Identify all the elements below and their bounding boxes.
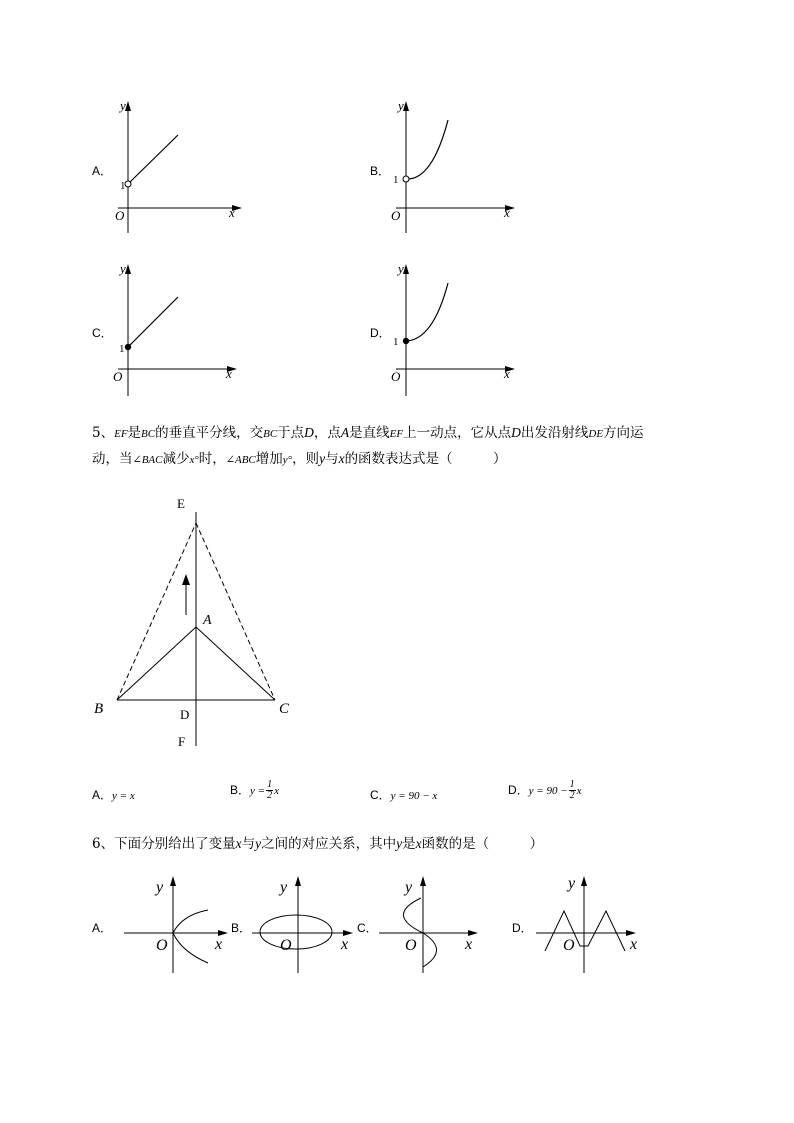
- origin-label: O: [391, 208, 401, 223]
- q5-option-a[interactable]: A．y = x: [92, 788, 135, 802]
- point-f-label: F: [178, 734, 186, 749]
- intercept-label: 1: [120, 180, 126, 192]
- q6-text: 6、下面分别给出了变量x与y之间的对应关系，其中y是x函数的是（ ）: [92, 836, 544, 852]
- point-b-label: B: [94, 701, 104, 717]
- x-axis-label: x: [504, 366, 510, 381]
- svg-text:x: x: [215, 936, 223, 953]
- option-d-label: D．: [370, 326, 391, 340]
- svg-text:y: y: [156, 879, 164, 896]
- point-c-label: C: [279, 701, 290, 717]
- q4-graph-c: [110, 258, 250, 400]
- point-e-label: E: [177, 496, 185, 511]
- origin-label: O: [113, 369, 123, 384]
- svg-text:O: O: [156, 937, 168, 954]
- svg-text:y: y: [280, 879, 288, 896]
- q6-graph-a: [120, 870, 235, 975]
- point-a-label: A: [203, 613, 212, 628]
- option-b-label: B．: [370, 164, 391, 178]
- intercept-label: 1: [393, 174, 399, 186]
- q4-graph-d: [388, 258, 528, 400]
- intercept-label: 1: [393, 336, 399, 348]
- q5-line-2: 动，当∠BAC减少x°时，∠ABC增加y°，则y与x的函数表达式是（ ）: [92, 451, 507, 467]
- point-d-label: D: [180, 707, 190, 722]
- q6-option-c-label: C．: [357, 921, 378, 935]
- question-number: 6、: [92, 836, 115, 852]
- q6-graph-c: [375, 870, 490, 975]
- q5-option-b[interactable]: B．y = $\frac{1}{2}$ x: [230, 779, 279, 801]
- origin-label: O: [115, 208, 125, 223]
- option-a-label: A．: [92, 164, 113, 178]
- option-c-label: C．: [92, 326, 113, 340]
- q6-option-b-label: B．: [231, 921, 252, 935]
- svg-text:y: y: [405, 879, 413, 896]
- svg-text:O: O: [405, 937, 417, 954]
- svg-text:x: x: [341, 936, 349, 953]
- x-axis-label: x: [226, 366, 232, 381]
- svg-text:x: x: [465, 936, 473, 953]
- intercept-label: 1: [119, 343, 125, 355]
- q4-graph-b: [388, 95, 528, 237]
- y-axis-label: y: [398, 261, 404, 276]
- q5-option-d[interactable]: D．y = 90 − $\frac{1}{2}$ x: [508, 779, 582, 801]
- svg-text:x: x: [630, 936, 638, 953]
- svg-text:O: O: [563, 937, 575, 954]
- svg-text:O: O: [280, 937, 292, 954]
- q5-triangle-figure: [85, 490, 315, 755]
- question-number: 5、: [92, 425, 115, 441]
- q6-option-a-label: A．: [92, 921, 113, 935]
- q6-option-d-label: D．: [512, 921, 533, 935]
- x-axis-label: x: [229, 205, 235, 220]
- q4-graph-a: [110, 95, 250, 237]
- x-axis-label: x: [504, 205, 510, 220]
- origin-label: O: [391, 369, 401, 384]
- y-axis-label: y: [120, 261, 126, 276]
- q6-graph-d: [530, 866, 650, 975]
- q5-line-1: 5、EF是BC的垂直平分线，交BC于点D，点A是直线EF上一动点，它从点D出发沿射线DE方向运: [92, 425, 644, 441]
- q5-option-c[interactable]: C．y = 90 − x: [370, 788, 438, 802]
- q6-graph-b: [250, 870, 365, 975]
- svg-text:y: y: [568, 875, 576, 892]
- y-axis-label: y: [398, 98, 404, 113]
- y-axis-label: y: [120, 98, 126, 113]
